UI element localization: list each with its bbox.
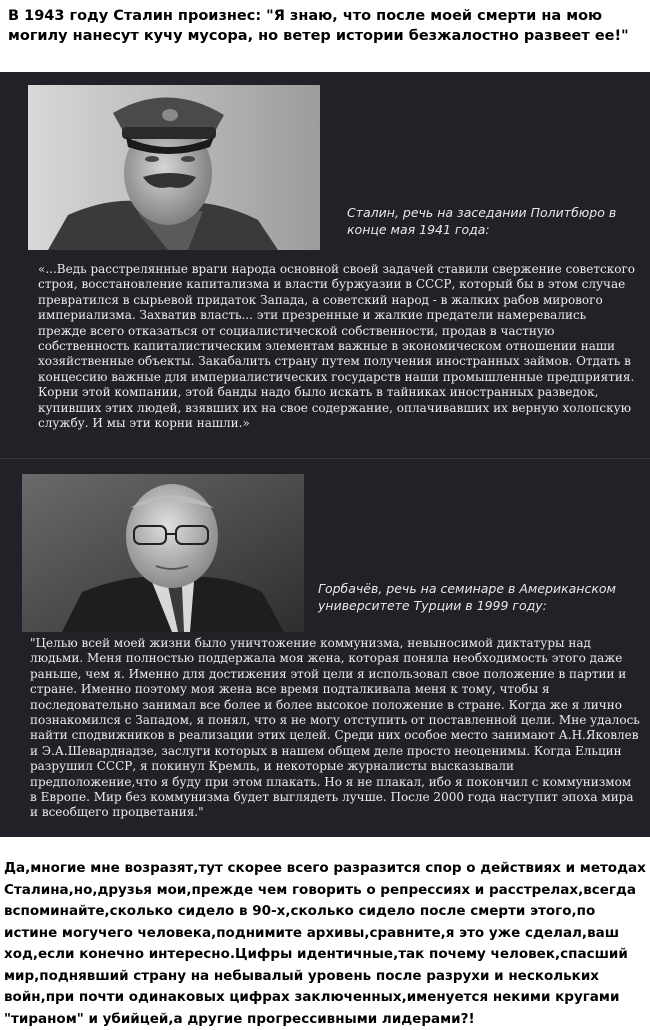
bottom-commentary: Да,многие мне возразят,тут скорее всего разразится спор о действиях и методах Сталина,но,друзья мои,прежде чем говорить о репрессиях и расстрелах,всегда вспоминайте,сколько сидело в 90-х,сколько сидело после смерти этого,по истине могучего человека,поднимите архивы,сравните,я это уже сделал,ваш ход,если конечно интересно.Цифры идентичные,так почему человек,спасший мир,поднявший страну на небывалый уровень после разрухи и нескольких войн,при почти одинаковых цифрах заключенных,именуется некими кругами "тираном" и убийцей,а другие прогрессивными лидерами?! — [4, 860, 646, 1027]
top-caption: В 1943 году Сталин произнес: "Я знаю, что после моей смерти на мою могилу нанесут кучу мусора, но ветер истории безжалостно развеет ее!" — [8, 8, 629, 44]
gorbachev-quote: "Целью всей моей жизни было уничтожение коммунизма, невыносимой диктатуры над людьми. Меня полностью поддержала моя жена, которая поняла необходимость этого даже раньше, чем я. Именно для достижения этой цели я использовал свое положение в партии и стране. Именно поэтому моя жена все время подталкивала меня к тому, чтобы я последовательно занимал все более и более высокое положение в стране. Когда же я лично познакомился с Западом, я понял, что я не могу отступить от поставленной цели. Мне удалось найти сподвижников в реализации этих целей. Среди них особое место занимают А.Н.Яковлев и Э.А.Шеварднадзе, заслуги которых в нашем общем деле просто неоценимы. Когда Ельцин разрушил СССР, я покинул Кремль, и некоторые журналисты высказывали предположение,что я буду при этом плакать. Но я не плакал, ибо я покончил с коммунизмом в Европе. Мир без коммунизма будет выглядеть лучше. После 2000 года наступит эпоха мира и всеобщего процветания." — [30, 636, 640, 820]
stalin-caption: Сталин, речь на заседании Политбюро в конце мая 1941 года: — [347, 205, 617, 237]
section-divider — [0, 458, 650, 459]
stalin-quote: «...Ведь расстрелянные враги народа основной своей задачей ставили свержение советского строя, восстановление капитализма и власти буржуазии в СССР, который бы в этом случае превратился в сырьевой придаток Запада, а советский народ - в жалких рабов мирового империализма. Захватив власть... эти презренные и жалкие предатели намеревались прежде всего отказаться от социалистической собственности, продав в частную собственность капиталистическим элементам важные в экономическом отношении наши хозяйственные объекты. Закабалить страну путем получения иностранных займов. Отдать в концессию важные для империалистических государств наши промышленные предприятия. Корни этой компании, этой банды надо было искать в тайниках иностранных разведок, купивших этих людей, взявших их на свое содержание, оплачивавших их верную холопскую службу. И мы эти корни нашли.» — [38, 262, 635, 431]
gorbachev-portrait — [22, 474, 304, 632]
gorbachev-caption: Горбачёв, речь на семинаре в Американском университете Турции в 1999 году: — [318, 581, 616, 613]
stalin-portrait — [28, 85, 320, 250]
